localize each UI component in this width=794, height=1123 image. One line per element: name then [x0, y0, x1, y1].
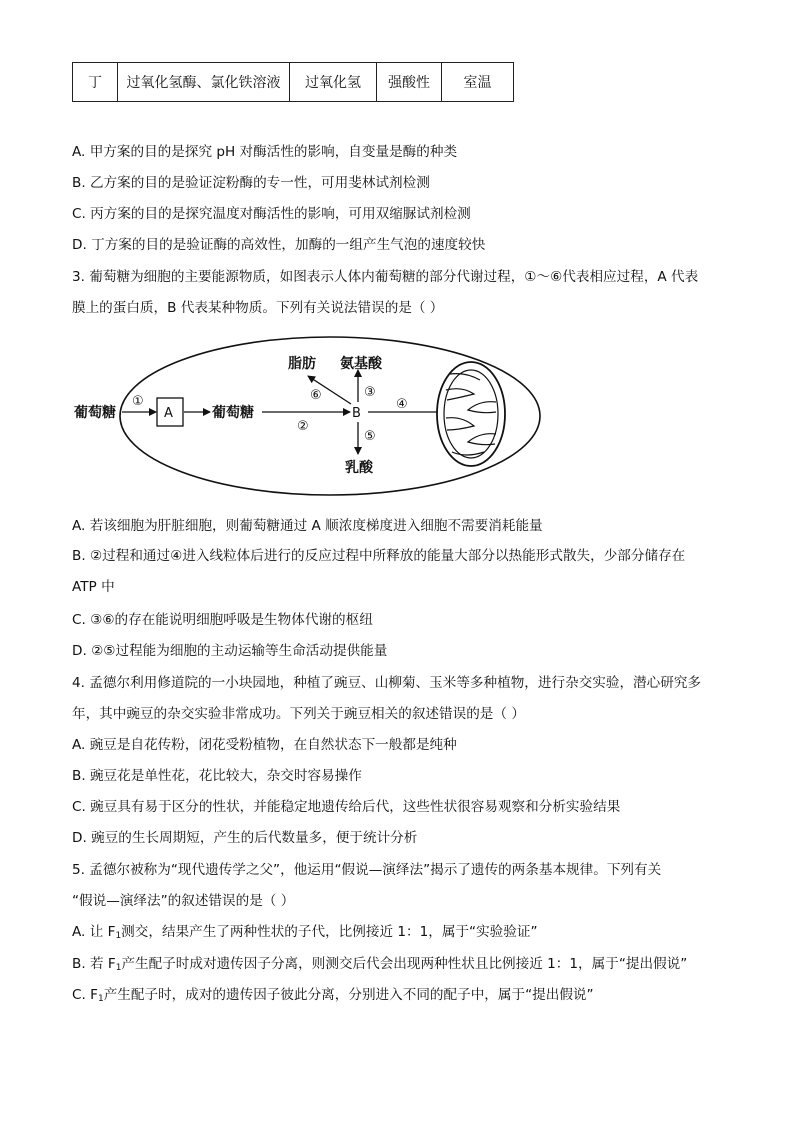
process-4-label: ④ [396, 397, 408, 412]
q5-stem-line1: 5. 孟德尔被称为“现代遗传学之父”，他运用“假说—演绎法”揭示了遗传的两条基本规律。下列有关 [72, 862, 662, 878]
table-cell-substrate: 过氧化氢 [290, 63, 377, 102]
glucose-outside-label: 葡萄糖 [74, 405, 116, 421]
process-3-label: ③ [364, 385, 376, 400]
q2-option-b: B. 乙方案的目的是验证淀粉酶的专一性，可用斐林试剂检测 [72, 175, 430, 191]
lactic-acid-label: 乳酸 [345, 460, 373, 476]
q3-option-a: A. 若该细胞为肝脏细胞，则葡萄糖通过 A 顺浓度梯度进入细胞不需要消耗能量 [72, 518, 543, 534]
mitochondrion-icon [437, 362, 505, 466]
process-2-label: ② [297, 419, 309, 434]
amino-acid-label: 氨基酸 [340, 356, 382, 372]
table-cell-group: 丁 [73, 63, 118, 102]
q5-option-b: B. 若 $F_1$产生配子时成对遗传因子分离，则测交后代会出现两种性状且比例接近 1：1，属于“提出假说” [72, 956, 688, 973]
q5-option-c: C. $F_1$产生配子时，成对的遗传因子彼此分离，分别进入不同的配子中，属于“提出假说” [72, 987, 594, 1004]
q3-option-d: D. ②⑤过程能为细胞的主动运输等生命活动提供能量 [72, 643, 388, 659]
q3-option-c: C. ③⑥的存在能说明细胞呼吸是生物体代谢的枢纽 [72, 612, 373, 628]
table-cell-condition: 强酸性 [377, 63, 442, 102]
q3-option-b-line1: B. ②过程和通过④进入线粒体后进行的反应过程中所释放的能量大部分以热能形式散失，少部分储存在 [72, 548, 686, 564]
q3-option-b-line2: ATP 中 [72, 579, 115, 595]
glucose-metabolism-diagram [70, 334, 550, 502]
q4-option-c: C. 豌豆具有易于区分的性状，并能稳定地遗传给后代，这些性状很容易观察和分析实验结果 [72, 799, 621, 815]
table-cell-temperature: 室温 [442, 63, 514, 102]
q3-stem-line2: 膜上的蛋白质，B 代表某种物质。下列有关说法错误的是（ ） [72, 300, 444, 316]
q5-option-a: A. 让 $F_1$测交，结果产生了两种性状的子代，比例接近 1：1，属于“实验验证” [72, 924, 538, 941]
transporter-a-label: A [164, 406, 173, 421]
q4-stem-line2: 年，其中豌豆的杂交实验非常成功。下列关于豌豆相关的叙述错误的是（ ） [72, 706, 525, 722]
process-1-label: ① [132, 394, 144, 409]
q2-option-c: C. 丙方案的目的是探究温度对酶活性的影响，可用双缩脲试剂检测 [72, 206, 471, 222]
process-5-label: ⑤ [364, 429, 376, 444]
q5-stem-line2: “假说—演绎法”的叙述错误的是（ ） [72, 893, 295, 909]
fat-label: 脂肪 [288, 356, 316, 372]
q4-stem-line1: 4. 孟德尔利用修道院的一小块园地，种植了豌豆、山柳菊、玉米等多种植物，进行杂交实验，潜心研究多 [72, 675, 702, 691]
table-row [73, 63, 514, 102]
table-cell-materials: 过氧化氢酶、氯化铁溶液 [118, 63, 290, 102]
q3-stem-line1: 3. 葡萄糖为细胞的主要能源物质，如图表示人体内葡萄糖的部分代谢过程，①～⑥代表相应过程，A 代表 [72, 269, 699, 285]
experiment-table [72, 62, 514, 102]
q4-option-a: A. 豌豆是自花传粉，闭花受粉植物，在自然状态下一般都是纯种 [72, 737, 457, 753]
q4-option-b: B. 豌豆花是单性花，花比较大，杂交时容易操作 [72, 768, 362, 784]
q2-option-a: A. 甲方案的目的是探究 pH 对酶活性的影响，自变量是酶的种类 [72, 144, 458, 160]
substance-b-label: B [352, 406, 361, 421]
q4-option-d: D. 豌豆的生长周期短，产生的后代数量多，便于统计分析 [72, 830, 418, 846]
glucose-inside-label: 葡萄糖 [212, 405, 254, 421]
process-6-label: ⑥ [310, 388, 322, 403]
q2-option-d: D. 丁方案的目的是验证酶的高效性，加酶的一组产生气泡的速度较快 [72, 237, 486, 253]
